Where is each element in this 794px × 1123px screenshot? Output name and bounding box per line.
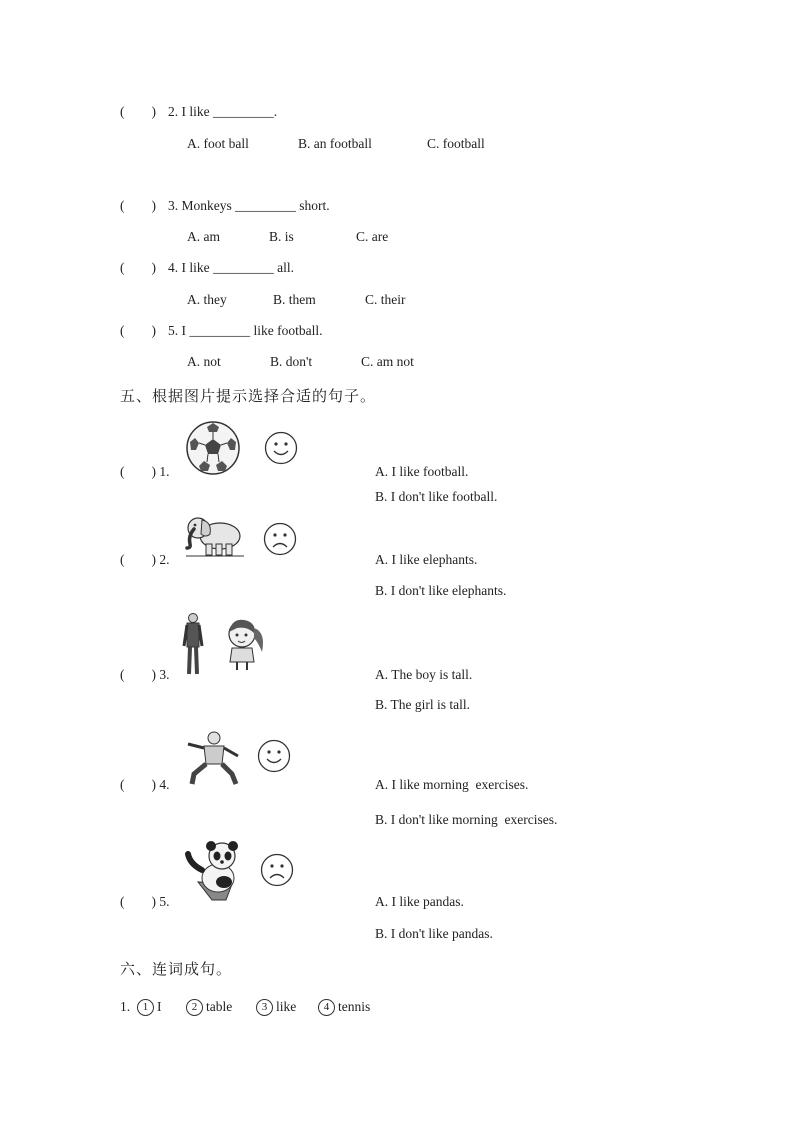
question-stem: 4. I like _________ all. (168, 260, 294, 275)
option-b: B. an football (298, 136, 372, 151)
answer-paren[interactable]: ( ) (120, 104, 156, 119)
option-c: C. their (365, 292, 406, 307)
option-b: B. don't (270, 354, 313, 369)
smiley-face-icon (257, 739, 291, 773)
word-text: table (206, 999, 233, 1014)
option-a: A. they (187, 292, 227, 307)
option-c: C. football (427, 136, 485, 151)
word-2 (186, 998, 232, 1016)
option-b: B. The girl is tall. (375, 697, 470, 712)
word-1 (137, 998, 162, 1016)
morning-exercise-icon (182, 730, 244, 786)
answer-paren[interactable]: ( ) (120, 198, 156, 213)
option-b: B. I don't like morning exercises. (375, 812, 558, 827)
football-icon (185, 420, 241, 476)
sad-face-icon (263, 522, 297, 556)
option-a: A. The boy is tall. (375, 667, 473, 682)
option-a: A. not (187, 354, 221, 369)
option-a: A. I like morning exercises. (375, 777, 529, 792)
option-c: C. am not (361, 354, 414, 369)
circled-number: 3 (256, 999, 273, 1016)
option-a: A. I like pandas. (375, 894, 464, 909)
elephant-icon (182, 514, 248, 560)
option-b: B. I don't like elephants. (375, 583, 507, 598)
option-c: C. are (356, 229, 389, 244)
section-six-heading: 六、连词成句。 (120, 960, 233, 978)
word-3 (256, 998, 296, 1016)
circled-number: 4 (318, 999, 335, 1016)
option-a: A. I like elephants. (375, 552, 478, 567)
question-number: 1. (120, 999, 131, 1014)
option-a: A. I like football. (375, 464, 469, 479)
boy-and-girl-icon (182, 612, 272, 678)
option-b: B. them (273, 292, 316, 307)
question-stem: 5. I _________ like football. (168, 323, 323, 338)
option-a: A. am (187, 229, 220, 244)
item-label[interactable]: ( ) 1. (120, 464, 170, 479)
item-label[interactable]: ( ) 4. (120, 777, 170, 792)
question-stem: 3. Monkeys _________ short. (168, 198, 330, 213)
question-stem: 2. I like _________. (168, 104, 278, 119)
word-text: I (157, 999, 162, 1014)
section-five-heading: 五、根据图片提示选择合适的句子。 (120, 387, 377, 405)
word-4 (318, 998, 370, 1016)
panda-icon (182, 840, 244, 902)
option-b: B. I don't like football. (375, 489, 498, 504)
smiley-face-icon (264, 431, 298, 465)
item-label[interactable]: ( ) 5. (120, 894, 170, 909)
item-label[interactable]: ( ) 3. (120, 667, 170, 682)
word-text: like (276, 999, 297, 1014)
sad-face-icon (260, 853, 294, 887)
answer-paren[interactable]: ( ) (120, 260, 156, 275)
answer-paren[interactable]: ( ) (120, 323, 156, 338)
word-text: tennis (338, 999, 371, 1014)
item-label[interactable]: ( ) 2. (120, 552, 170, 567)
option-b: B. I don't like pandas. (375, 926, 493, 941)
circled-number: 2 (186, 999, 203, 1016)
option-a: A. foot ball (187, 136, 249, 151)
option-b: B. is (269, 229, 294, 244)
circled-number: 1 (137, 999, 154, 1016)
